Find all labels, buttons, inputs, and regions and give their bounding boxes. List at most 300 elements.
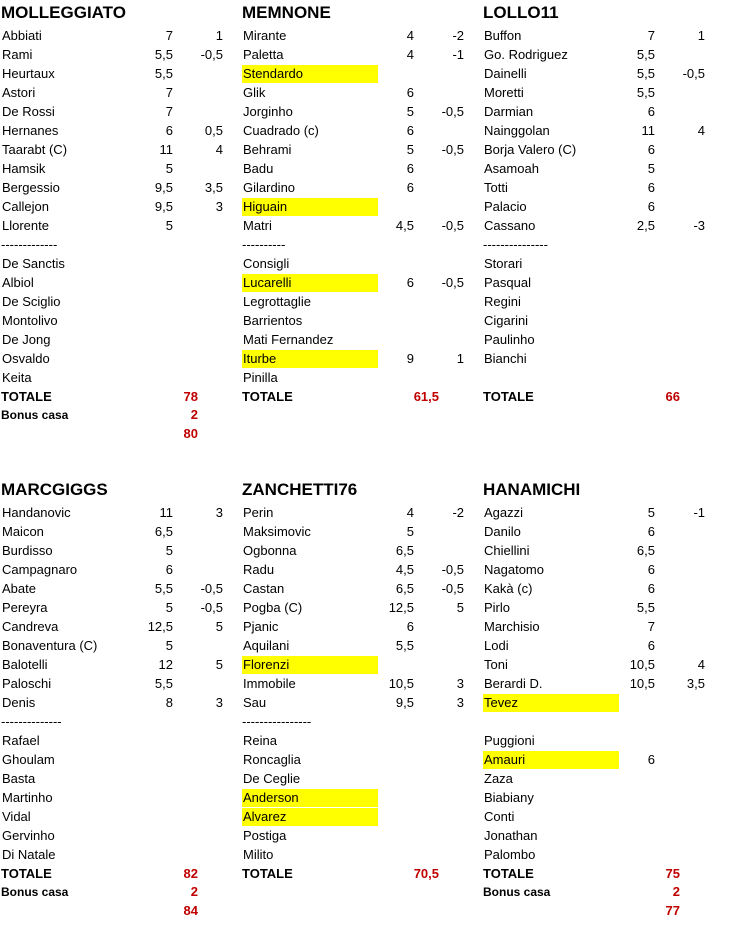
player-name: De Jong [2,332,51,347]
player-vote: 6 [647,638,655,653]
player-vote: 6 [647,562,655,577]
total-value: 70,5 [413,866,439,881]
player-vote: 5 [165,600,173,615]
starter-row [1,45,241,64]
bench-row [1,330,241,349]
bench-row [1,750,241,769]
player-bonus: -2 [452,505,464,520]
player-name: Marchisio [484,619,540,634]
player-name: Ogbonna [243,543,297,558]
separator: ------------- [1,237,58,252]
player-name: Higuain [243,199,288,214]
player-name: Toni [484,657,508,672]
starter-row [242,45,482,64]
home-bonus-label: Bonus casa [483,885,551,899]
player-bonus: 3,5 [204,180,223,195]
player-vote: 5,5 [154,47,173,62]
player-vote: 5 [165,543,173,558]
player-bonus: 5 [456,600,464,615]
player-vote: 2,5 [636,218,655,233]
starter-row [483,102,723,121]
total-value: 75 [665,866,680,881]
starter-row [1,674,241,693]
bench-row [1,292,241,311]
player-vote: 9,5 [154,180,173,195]
player-name: Conti [484,809,515,824]
bench-row [1,826,241,845]
player-name: Balotelli [2,657,48,672]
player-vote: 9 [406,351,414,366]
starter-row [1,579,241,598]
starter-row [1,140,241,159]
player-name: Borja Valero (C) [484,142,577,157]
player-vote: 5,5 [154,66,173,81]
player-name: Llorente [2,218,49,233]
player-vote: 12 [158,657,173,672]
player-vote: 4 [406,28,414,43]
total-value: 82 [183,866,198,881]
bench-row [242,731,482,750]
player-name: Iturbe [243,351,277,366]
player-vote: 5,5 [154,581,173,596]
team-name: MEMNONE [242,3,331,22]
bench-row [1,807,241,826]
starter-row [242,26,482,45]
player-vote: 6 [406,161,414,176]
bench-row [242,750,482,769]
starter-row [483,45,723,64]
starter-row [1,617,241,636]
player-name: De Ceglie [243,771,301,786]
starter-row [483,636,723,655]
player-name: Paletta [243,47,284,62]
total-value: 66 [665,389,680,404]
team-block [242,3,482,463]
starter-row [242,674,482,693]
bench-row [242,769,482,788]
team-name: ZANCHETTI76 [242,480,358,499]
starter-row [242,197,482,216]
bench-row [1,368,241,387]
bench-row [483,731,723,750]
player-name: Bergessio [2,180,60,195]
bench-row [483,311,723,330]
starter-row [242,102,482,121]
bench-row [242,845,482,864]
player-bonus: -0,5 [441,562,464,577]
player-name: Roncaglia [243,752,301,767]
total-value: 78 [183,389,198,404]
player-vote: 12,5 [147,619,173,634]
player-name: Stendardo [243,66,303,81]
player-vote: 6 [647,142,655,157]
player-vote: 5 [165,638,173,653]
player-name: Paulinho [484,332,535,347]
starter-row [483,26,723,45]
player-name: Cassano [484,218,536,233]
separator: --------------- [483,237,548,252]
player-name: Matri [243,218,272,233]
player-name: Martinho [2,790,53,805]
starter-row [1,503,241,522]
player-name: Perin [243,505,274,520]
player-vote: 5 [647,161,655,176]
bench-row [483,769,723,788]
final-total-value: 84 [183,903,198,918]
player-name: Di Natale [2,847,56,862]
starter-row [1,64,241,83]
player-name: Astori [2,85,36,100]
player-vote: 6,5 [154,524,173,539]
starter-row [483,503,723,522]
player-bonus: 3 [215,199,223,214]
player-vote: 6 [406,180,414,195]
player-vote: 4,5 [395,218,414,233]
player-name: Legrottaglie [243,294,311,309]
bench-row [242,368,482,387]
starter-row [1,522,241,541]
player-vote: 6 [647,180,655,195]
player-bonus: 1 [215,28,223,43]
player-name: Hamsik [2,161,46,176]
total-label: TOTALE [483,389,534,404]
player-vote: 5 [647,505,655,520]
player-name: Rami [2,47,33,62]
player-name: Zaza [484,771,513,786]
player-name: Pasqual [484,275,531,290]
player-name: Pogba (C) [243,600,303,615]
player-name: Milito [243,847,274,862]
player-bonus: 3 [456,695,464,710]
player-name: Badu [243,161,274,176]
bench-row [1,349,241,368]
player-name: Nainggolan [484,123,550,138]
starter-row [483,197,723,216]
player-name: Palacio [484,199,527,214]
player-vote: 5 [165,218,173,233]
starter-row [242,655,482,674]
player-vote: 12,5 [388,600,414,615]
bench-row [483,330,723,349]
player-vote: 5,5 [636,47,655,62]
player-vote: 10,5 [629,657,655,672]
starter-row [242,617,482,636]
player-name: Mirante [243,28,287,43]
final-total-value: 77 [665,903,680,918]
player-bonus: -0,5 [441,218,464,233]
player-vote: 11 [159,505,173,520]
player-name: Agazzi [484,505,524,520]
player-name: Basta [2,771,36,786]
starter-row [242,503,482,522]
player-name: Palombo [484,847,536,862]
player-vote: 7 [647,619,655,634]
bench-row [242,330,482,349]
player-name: Abbiati [2,28,42,43]
bench-row [1,273,241,292]
player-name: Osvaldo [2,351,50,366]
player-name: Barrientos [243,313,303,328]
player-name: De Sanctis [2,256,65,271]
starter-row [483,64,723,83]
player-name: Anderson [243,790,299,805]
player-name: Heurtaux [2,66,55,81]
bench-row [483,807,723,826]
bench-row [483,254,723,273]
player-name: Albiol [2,275,34,290]
player-vote: 10,5 [388,676,414,691]
starter-row [1,636,241,655]
player-bonus: -0,5 [200,47,223,62]
starter-row [483,121,723,140]
player-vote: 11 [159,142,173,157]
bench-row [1,769,241,788]
player-bonus: 4 [697,657,705,672]
player-name: Denis [2,695,36,710]
player-vote: 5,5 [395,638,414,653]
bench-row [483,788,723,807]
separator: ---------------- [242,714,312,729]
home-bonus-value: 2 [672,884,680,899]
starter-row [1,83,241,102]
player-name: Sau [243,695,267,710]
bench-row [483,750,723,769]
starter-row [1,655,241,674]
player-bonus: -0,5 [441,142,464,157]
bench-row [483,349,723,368]
separator: -------------- [1,714,62,729]
player-bonus: 1 [456,351,464,366]
player-name: Paloschi [2,676,52,691]
home-bonus-label: Bonus casa [1,885,69,899]
starter-row [242,64,482,83]
starter-row [483,655,723,674]
player-name: Pereyra [2,600,48,615]
player-bonus: -0,5 [441,581,464,596]
player-vote: 7 [165,85,173,100]
player-vote: 11 [641,123,655,138]
player-bonus: 4 [215,142,223,157]
final-total-value: 80 [183,426,198,441]
player-bonus: -3 [693,218,705,233]
player-name: Gervinho [2,828,55,843]
player-name: Montolivo [2,313,58,328]
player-bonus: 5 [215,619,223,634]
bench-row [242,311,482,330]
player-name: Gilardino [243,180,296,195]
starter-row [242,178,482,197]
player-name: Maicon [2,524,44,539]
player-name: Alvarez [243,809,287,824]
player-bonus: -1 [452,47,464,62]
player-vote: 6,5 [636,543,655,558]
player-vote: 7 [165,104,173,119]
bench-row [483,292,723,311]
player-name: Campagnaro [2,562,78,577]
player-name: Pirlo [484,600,511,615]
player-name: Consigli [243,256,290,271]
total-label: TOTALE [242,389,293,404]
bench-row [1,788,241,807]
player-name: Dainelli [484,66,527,81]
starter-row [1,121,241,140]
player-vote: 6 [406,123,414,138]
player-name: Biabiany [484,790,534,805]
starter-row [242,579,482,598]
player-name: Pinilla [243,370,278,385]
player-bonus: 0,5 [204,123,223,138]
bench-row [242,254,482,273]
starter-row [483,560,723,579]
player-name: Behrami [243,142,292,157]
player-name: Reina [243,733,277,748]
player-name: Mati Fernandez [243,332,334,347]
player-bonus: -0,5 [200,600,223,615]
player-vote: 5 [406,142,414,157]
player-vote: 7 [165,28,173,43]
player-vote: 6 [647,199,655,214]
total-value: 61,5 [413,389,439,404]
starter-row [242,541,482,560]
player-bonus: -0,5 [441,104,464,119]
team-block [1,3,241,463]
starter-row [1,560,241,579]
player-name: Postiga [243,828,287,843]
player-vote: 6 [165,123,173,138]
player-name: Buffon [484,28,522,43]
player-vote: 5 [406,104,414,119]
starter-row [1,159,241,178]
player-vote: 6 [647,104,655,119]
starter-row [242,560,482,579]
player-bonus: 3 [215,505,223,520]
home-bonus-value: 2 [190,884,198,899]
player-vote: 6 [406,85,414,100]
starter-row [242,598,482,617]
player-vote: 6 [647,752,655,767]
starter-row [242,636,482,655]
separator: ---------- [242,237,286,252]
player-name: Handanovic [2,505,71,520]
bench-row [242,292,482,311]
team-name: MARCGIGGS [1,480,108,499]
bench-row [1,311,241,330]
team-name: HANAMICHI [483,480,581,499]
player-name: Moretti [484,85,524,100]
bench-row [483,273,723,292]
starter-row [483,159,723,178]
bench-row [1,254,241,273]
team-name: LOLLO11 [483,3,559,22]
player-vote: 6 [647,581,655,596]
starter-row [1,102,241,121]
total-label: TOTALE [1,866,52,881]
player-name: Radu [243,562,275,577]
starter-row [242,216,482,235]
player-name: Florenzi [243,657,290,672]
total-label: TOTALE [242,866,293,881]
starter-row [242,140,482,159]
player-vote: 5 [406,524,414,539]
player-bonus: -0,5 [682,66,705,81]
player-name: Bianchi [484,351,527,366]
player-vote: 5,5 [154,676,173,691]
player-vote: 5,5 [636,66,655,81]
player-bonus: 5 [215,657,223,672]
starter-row [1,26,241,45]
player-vote: 5,5 [636,600,655,615]
player-vote: 6,5 [395,543,414,558]
total-label: TOTALE [1,389,52,404]
player-bonus: 3 [215,695,223,710]
player-name: Totti [484,180,508,195]
player-bonus: -1 [693,505,705,520]
team-block [242,480,482,940]
starter-row [483,693,723,712]
home-bonus-label: Bonus casa [1,408,69,422]
home-bonus-value: 2 [190,407,198,422]
player-vote: 4 [406,505,414,520]
player-bonus: 4 [697,123,705,138]
starter-row [483,579,723,598]
team-block [1,480,241,940]
starter-row [242,693,482,712]
player-name: Asamoah [484,161,539,176]
starter-row [483,178,723,197]
player-name: Lucarelli [243,275,292,290]
player-name: Vidal [2,809,31,824]
starter-row [1,598,241,617]
player-name: Berardi D. [484,676,543,691]
player-name: Rafael [2,733,40,748]
player-vote: 9,5 [395,695,414,710]
team-block [483,480,723,940]
player-name: Abate [2,581,36,596]
player-name: Castan [243,581,285,596]
player-name: Lodi [484,638,509,653]
player-name: Ghoulam [2,752,55,767]
player-vote: 7 [647,28,655,43]
starter-row [1,216,241,235]
starter-row [483,674,723,693]
starter-row [483,216,723,235]
starter-row [242,522,482,541]
player-name: Candreva [2,619,59,634]
player-name: Storari [484,256,523,271]
player-name: Cigarini [484,313,529,328]
player-name: Jorginho [243,104,293,119]
team-block [483,3,723,463]
player-bonus: 3 [456,676,464,691]
player-name: Jonathan [484,828,538,843]
player-vote: 4 [406,47,414,62]
player-vote: 6 [406,275,414,290]
bench-row [1,731,241,750]
player-name: Burdisso [2,543,53,558]
bench-row [242,273,482,292]
player-name: Glik [243,85,266,100]
player-name: Nagatomo [484,562,544,577]
player-name: Taarabt (C) [2,142,68,157]
player-name: Kakà (c) [484,581,533,596]
starter-row [483,541,723,560]
starter-row [242,121,482,140]
player-name: Puggioni [484,733,535,748]
player-name: Darmian [484,104,534,119]
starter-row [483,83,723,102]
player-name: Bonaventura (C) [2,638,98,653]
player-name: Tevez [484,695,518,710]
